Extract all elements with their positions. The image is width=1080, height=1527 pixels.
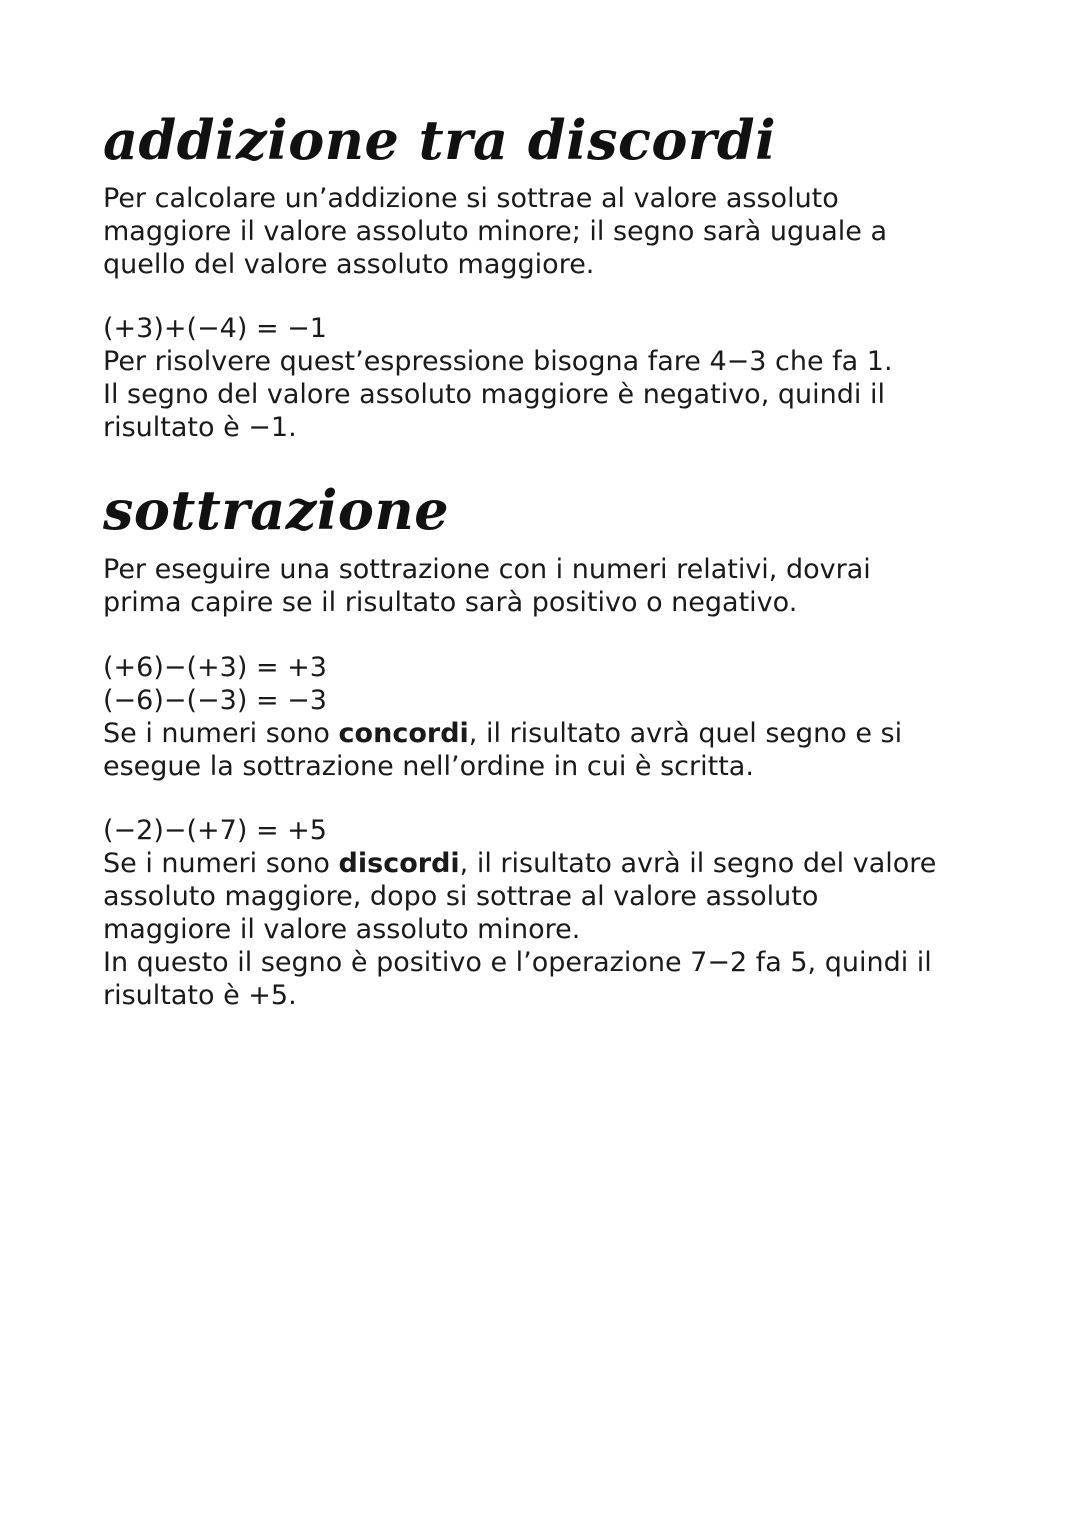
- math-example: (−6)−(−3) = −3: [103, 685, 327, 716]
- text-fragment: , il risultato avrà quel segno e si: [468, 718, 903, 749]
- text-line: [103, 847, 1003, 880]
- concordi-block: [103, 651, 1003, 783]
- text-line: quello del valore assoluto maggiore.: [103, 249, 595, 280]
- text-fragment: , il risultato avrà il segno del valore: [459, 848, 937, 879]
- math-example: (+3)+(−4) = −1: [103, 313, 327, 344]
- heading-sottrazione: sottrazione: [103, 478, 450, 542]
- keyword-discordi: discordi: [338, 848, 460, 879]
- heading-addizione: addizione tra discordi: [103, 108, 777, 172]
- math-example: (+6)−(+3) = +3: [103, 652, 327, 683]
- text-line: [103, 717, 1003, 750]
- text-fragment: Se i numeri sono: [103, 848, 339, 879]
- text-fragment: Se i numeri sono: [103, 718, 339, 749]
- text-line: esegue la sottrazione nell’ordine in cui è scritta.: [103, 751, 754, 782]
- text-line: assoluto maggiore, dopo si sottrae al valore assoluto: [103, 881, 819, 912]
- text-line: risultato è +5.: [103, 980, 297, 1011]
- text-line: Per risolvere quest’espressione bisogna fare 4−3 che fa 1.: [103, 346, 893, 377]
- addizione-intro: [103, 182, 1003, 281]
- text-line: maggiore il valore assoluto minore.: [103, 914, 581, 945]
- sottrazione-intro: [103, 553, 1003, 619]
- text-line: prima capire se il risultato sarà positivo o negativo.: [103, 587, 798, 618]
- math-example: (−2)−(+7) = +5: [103, 815, 327, 846]
- text-line: In questo il segno è positivo e l’operazione 7−2 fa 5, quindi il: [103, 947, 932, 978]
- text-line: risultato è −1.: [103, 412, 297, 443]
- discordi-block: [103, 814, 1003, 1012]
- addizione-example-block: [103, 312, 1003, 444]
- keyword-concordi: concordi: [338, 718, 469, 749]
- text-line: Per calcolare un’addizione si sottrae al valore assoluto: [103, 183, 839, 214]
- text-line: Per eseguire una sottrazione con i numeri relativi, dovrai: [103, 554, 871, 585]
- text-line: Il segno del valore assoluto maggiore è negativo, quindi il: [103, 379, 885, 410]
- text-line: maggiore il valore assoluto minore; il segno sarà uguale a: [103, 216, 888, 247]
